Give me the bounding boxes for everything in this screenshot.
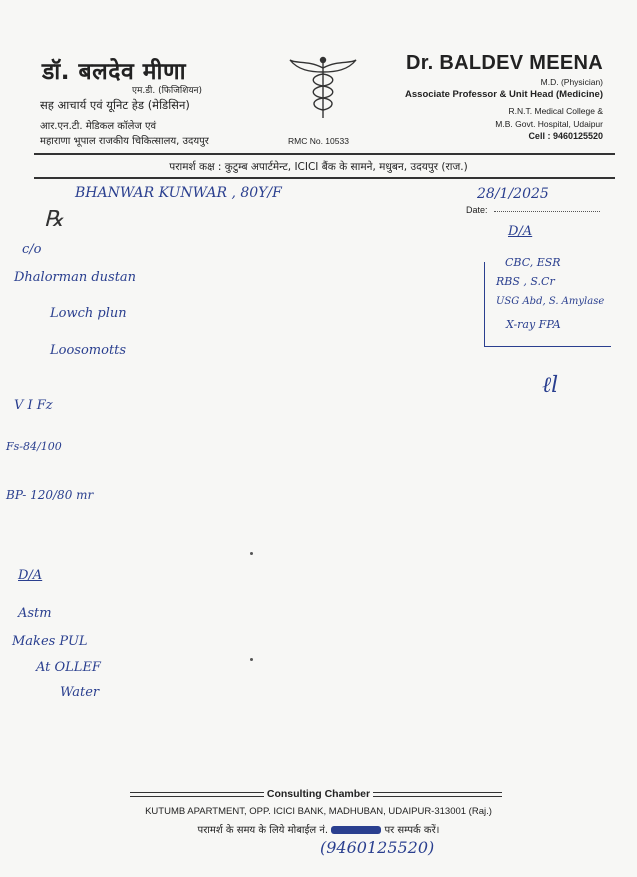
footer-title-text: Consulting Chamber <box>264 788 373 800</box>
date-label: Date: <box>466 205 488 215</box>
mobile-handwritten: (9460125520) <box>320 838 435 857</box>
advice-item: At OLLEF <box>36 660 101 675</box>
header-divider-bottom <box>34 177 615 179</box>
investigation-item: RBS , S.Cr <box>496 275 555 288</box>
investigation-item: X-ray FPA <box>506 318 561 331</box>
footer-title <box>0 788 637 800</box>
investigation-item: USG Abd, S. Amylase <box>496 296 605 307</box>
hospital-english: M.B. Govt. Hospital, Udaipur <box>495 119 603 129</box>
consult-chamber-hindi: परामर्श कक्ष : कुटुम्ब अपार्टमेन्ट, ICICI बैंक के सामने, मधुबन, उदयपुर (राज.) <box>169 161 468 173</box>
rx-symbol: ℞ <box>44 207 64 232</box>
header-divider-top <box>34 153 615 155</box>
signature: ℓl <box>542 373 559 398</box>
paper-mark <box>250 658 253 661</box>
cell-number: Cell : 9460125520 <box>528 131 603 141</box>
doctor-degree-hindi: एम.डी. (फिजिशियन) <box>132 86 203 96</box>
footer-address: KUTUMB APARTMENT, OPP. ICICI BANK, MADHUBAN, UDAIPUR-313001 (Raj.) <box>145 806 492 817</box>
vital-item: BP- 120/80 mr <box>6 488 94 502</box>
mobile-text-before: परामर्श के समय के लिये मोबाईल नं. <box>197 825 329 836</box>
complaint-item: Lowch plun <box>50 306 127 321</box>
doctor-name-hindi: डॉ. बलदेव मीणा <box>42 59 187 85</box>
paper-mark <box>250 552 253 555</box>
doctor-title-hindi: सह आचार्य एवं यूनिट हेड (मेडिसिन) <box>40 98 190 112</box>
investigation-heading: D/A <box>508 224 533 239</box>
rmc-number: RMC No. 10533 <box>288 136 349 146</box>
complaint-item: Loosomotts <box>50 343 127 358</box>
mobile-text-after: पर सम्पर्क करें। <box>384 825 440 836</box>
advice-item: Makes PUL <box>12 634 88 649</box>
date-value: 28/1/2025 <box>477 186 549 202</box>
college-hindi: आर.एन.टी. मेडिकल कॉलेज एवं <box>40 121 157 132</box>
complaint-item: Dhalorman dustan <box>14 270 137 285</box>
vital-item: V I Fz <box>14 398 53 413</box>
advice-item: Astm <box>18 606 52 621</box>
redacted-number <box>331 826 381 834</box>
doctor-degree-english: M.D. (Physician) <box>540 77 603 87</box>
investigation-item: CBC, ESR <box>505 256 561 269</box>
patient-name: BHANWAR KUNWAR , 80Y/F <box>75 185 282 201</box>
doctor-name-english: Dr. BALDEV MEENA <box>405 52 603 74</box>
college-english: R.N.T. Medical College & <box>508 106 603 116</box>
date-line <box>494 211 600 212</box>
advice-heading: D/A <box>18 568 43 583</box>
doctor-title-english: Associate Professor & Unit Head (Medicine) <box>405 89 603 100</box>
hospital-hindi: महाराणा भूपाल राजकीय चिकित्सालय, उदयपुर <box>40 136 209 147</box>
complaint-heading: c/o <box>22 242 42 257</box>
footer-mobile-line <box>0 822 637 836</box>
vital-item: Fs-84/100 <box>6 440 62 453</box>
caduceus-icon <box>288 56 358 120</box>
advice-item: Water <box>60 685 100 700</box>
